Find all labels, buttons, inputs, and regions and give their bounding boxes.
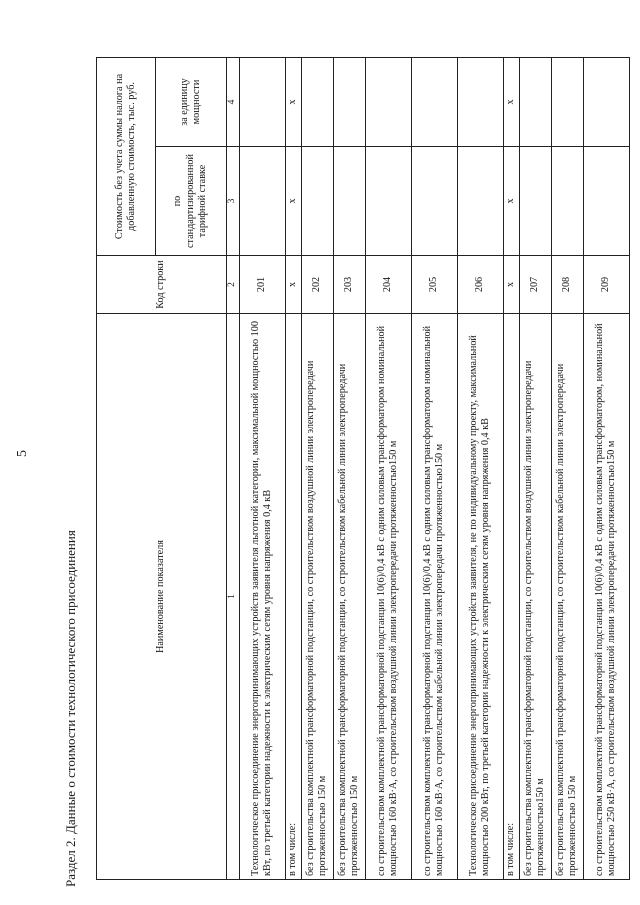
- cost-table: [96, 57, 630, 880]
- row-tariff: [551, 147, 583, 256]
- row-name: без строительства комплектной трансформаторной подстанции, со строительством воздушной линии электропередачи протяженностью150 м: [519, 314, 551, 880]
- table-row: [285, 58, 301, 880]
- page-number: 5: [15, 450, 30, 457]
- table-row: [301, 58, 333, 880]
- row-code: 204: [365, 256, 411, 314]
- row-code: x: [285, 256, 301, 314]
- row-code: 203: [333, 256, 365, 314]
- row-tariff: [239, 147, 285, 256]
- header-cost-group: Стоимость без учета суммы налога на добавленную стоимость, тыс. руб.: [97, 58, 156, 256]
- row-code: 209: [583, 256, 629, 314]
- header-name: Наименование показателя: [97, 314, 227, 880]
- row-name: в том числе:: [285, 314, 301, 880]
- row-code: 208: [551, 256, 583, 314]
- table-row: [503, 58, 519, 880]
- row-tariff: [411, 147, 457, 256]
- column-number: 1: [227, 314, 240, 880]
- table-row: [551, 58, 583, 880]
- table-row: [365, 58, 411, 880]
- row-per-unit: x: [285, 58, 301, 147]
- row-name: без строительства комплектной трансформаторной подстанции, со строительством кабельной линии электропередачи протяженностью 150 м: [333, 314, 365, 880]
- row-code: 205: [411, 256, 457, 314]
- row-code: 202: [301, 256, 333, 314]
- table-row: [519, 58, 551, 880]
- table-row: [583, 58, 629, 880]
- row-code: 201: [239, 256, 285, 314]
- row-per-unit: [411, 58, 457, 147]
- row-per-unit: [551, 58, 583, 147]
- row-code: 206: [457, 256, 503, 314]
- row-tariff: x: [503, 147, 519, 256]
- row-tariff: [365, 147, 411, 256]
- row-per-unit: [583, 58, 629, 147]
- row-name: со строительством комплектной трансформаторной подстанции 10(6)/0,4 кВ с одним силовым трансформатором номинальной мощностью 160 кВ·А, со строительством кабельной линии электропередачи протяженностью150 м: [411, 314, 457, 880]
- row-per-unit: [333, 58, 365, 147]
- row-per-unit: [301, 58, 333, 147]
- row-name: Технологическое присоединение энергопринимающих устройств заявителя, не по индивидуальному проекту, максимальной мощностью 200 кВт, по третьей категории надежности к электрическим сетям уровня напряжения 0,4 кВ: [457, 314, 503, 880]
- row-code: 207: [519, 256, 551, 314]
- row-per-unit: x: [503, 58, 519, 147]
- row-tariff: [583, 147, 629, 256]
- row-per-unit: [239, 58, 285, 147]
- section-title: Раздел 2. Данные о стоимости технологического присоединения: [63, 530, 78, 887]
- row-tariff: [333, 147, 365, 256]
- table-row: [411, 58, 457, 880]
- table-row: [333, 58, 365, 880]
- row-name: без строительства комплектной трансформаторной подстанции, со строительством кабельной линии электропередачи протяженностью 150 м: [551, 314, 583, 880]
- column-number: 2: [227, 256, 240, 314]
- table-row: [239, 58, 285, 880]
- column-number: 3: [227, 147, 240, 256]
- row-name: Технологическое присоединение энергопринимающих устройств заявителя льготной категории, максимальной мощностью 100 кВт, по третьей категории надежности к электрическим сетям уровня напряжения 0,4 кВ: [239, 314, 285, 880]
- row-per-unit: [365, 58, 411, 147]
- row-tariff: [519, 147, 551, 256]
- row-per-unit: [519, 58, 551, 147]
- row-per-unit: [457, 58, 503, 147]
- table-row: [457, 58, 503, 880]
- header-per-unit: за единицу мощности: [156, 58, 227, 147]
- row-tariff: [301, 147, 333, 256]
- row-name: без строительства комплектной трансформаторной подстанции, со строительством воздушной линии электропередачи протяженностью 150 м: [301, 314, 333, 880]
- column-number: 4: [227, 58, 240, 147]
- row-name: в том числе:: [503, 314, 519, 880]
- header-tariff: по стандартизированной тарифной ставке: [156, 147, 227, 256]
- row-tariff: [457, 147, 503, 256]
- header-code: Код строки: [97, 256, 227, 314]
- row-code: x: [503, 256, 519, 314]
- row-name: со строительством комплектной трансформаторной подстанции 10(6)/0,4 кВ с одним силовым трансформатором, номинальной мощностью 250 кВ·А, со строительством воздушной линии электропередачи протяженностью150 м: [583, 314, 629, 880]
- row-tariff: x: [285, 147, 301, 256]
- row-name: со строительством комплектной трансформаторной подстанции 10(6)/0,4 кВ с одним силовым трансформатором номинальной мощностью 160 кВ·А, со строительством воздушной линии электропередачи протяженностью150 м: [365, 314, 411, 880]
